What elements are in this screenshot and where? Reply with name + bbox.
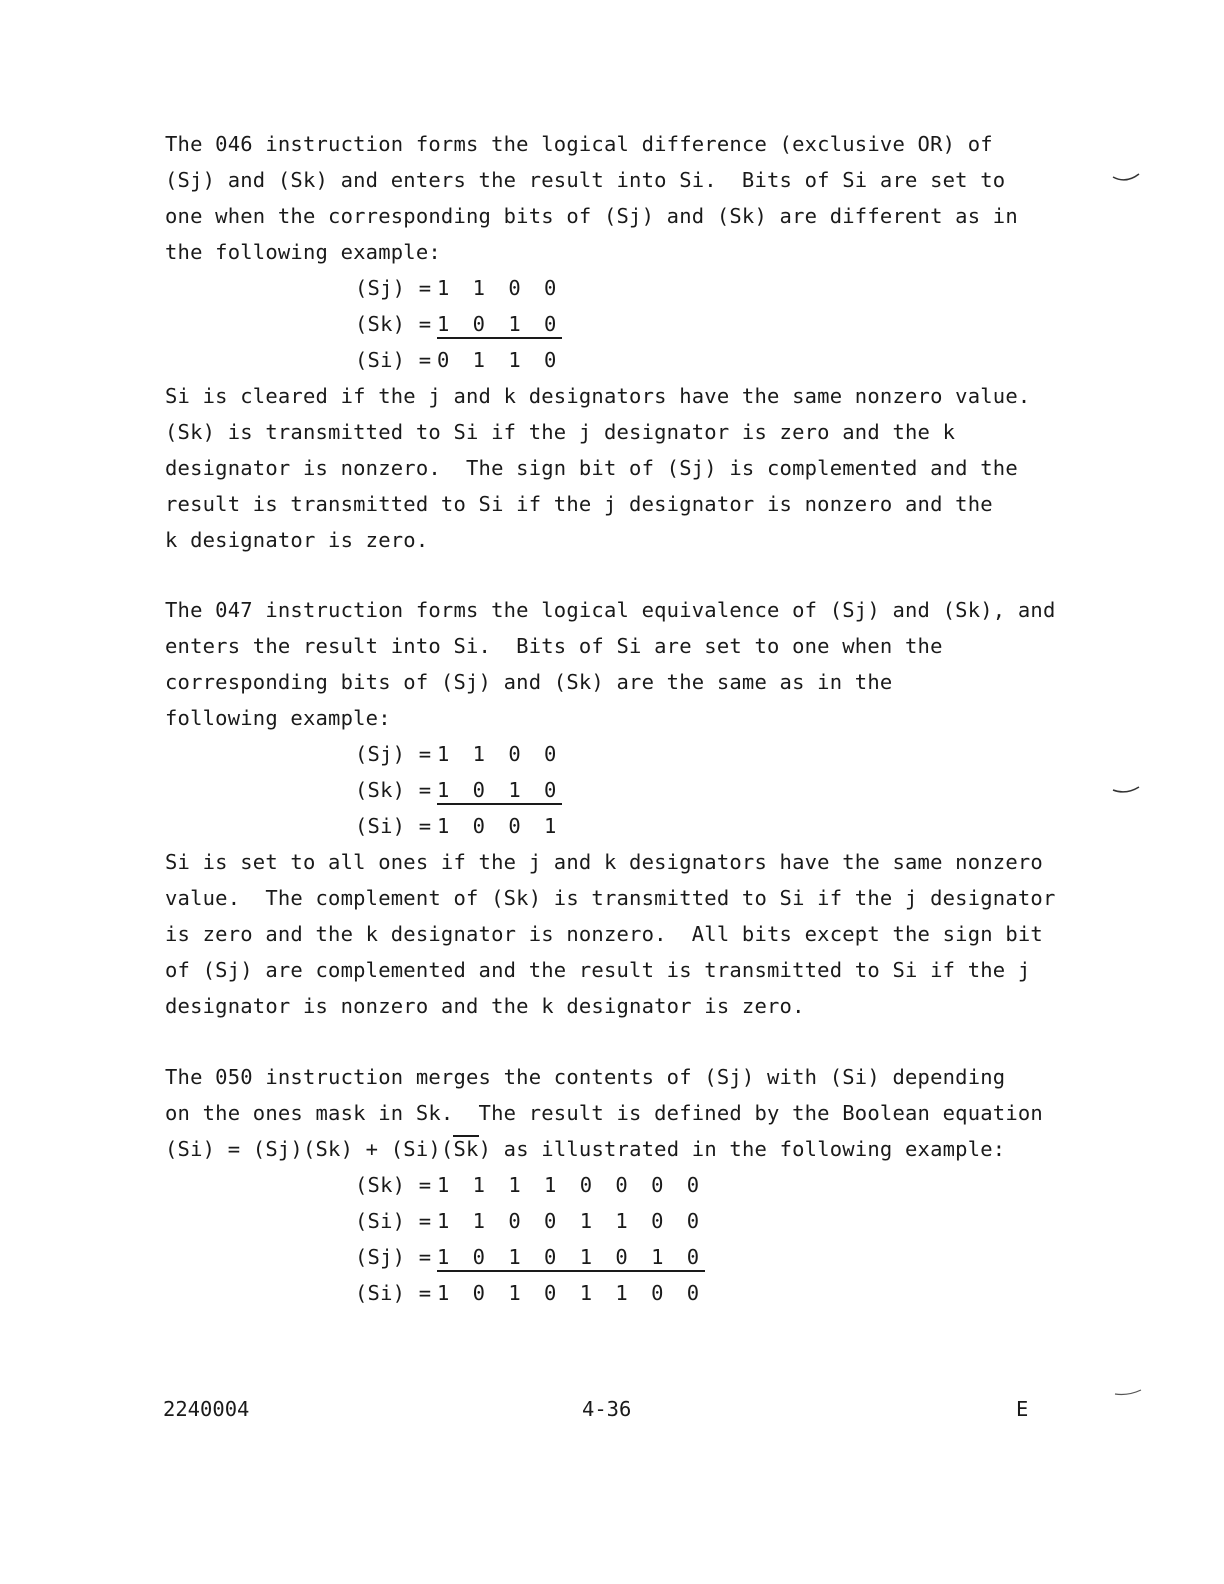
- example-bits: 0 1 1 0: [437, 348, 562, 372]
- section-046: [165, 126, 1031, 558]
- paragraph-line: The 046 instruction forms the logical difference (exclusive OR) of: [165, 132, 993, 156]
- paragraph-line: Si is cleared if the j and k designators have the same nonzero value.: [165, 384, 1031, 408]
- paragraph-line: is zero and the k designator is nonzero. All bits except the sign bit: [165, 922, 1043, 946]
- margin-mark-icon: [1114, 1388, 1142, 1398]
- footer-revision: E: [1016, 1397, 1029, 1421]
- example-bits: 1 1 0 0: [437, 276, 562, 300]
- example-op: =: [418, 1173, 432, 1197]
- example-lhs: (Si): [355, 1281, 406, 1305]
- example-op: =: [418, 742, 432, 766]
- section-047: [165, 592, 1056, 1024]
- paragraph-line: Si is set to all ones if the j and k designators have the same nonzero: [165, 850, 1043, 874]
- example-lhs: (Si): [355, 1209, 406, 1233]
- equation-overlined-term: Sk: [453, 1137, 479, 1161]
- example-bits-underlined: 1 0 1 0: [437, 311, 562, 339]
- example-row: [355, 306, 1025, 342]
- paragraph-line: on the ones mask in Sk. The result is defined by the Boolean equation: [165, 1101, 1043, 1125]
- equation-suffix: ) as illustrated in the following example:: [478, 1137, 1006, 1161]
- example-row: [355, 772, 1025, 808]
- paragraph-line: (Sk) is transmitted to Si if the j designator is zero and the k: [165, 420, 956, 444]
- paragraph-line: The 050 instruction merges the contents of (Sj) with (Si) depending: [165, 1065, 1006, 1089]
- margin-mark-icon: [1112, 785, 1140, 795]
- example-row: [355, 342, 1025, 378]
- example-row: [355, 1203, 1025, 1239]
- margin-mark-icon: [1112, 172, 1140, 182]
- example-row: [355, 808, 1025, 844]
- example-bits: 1 0 1 0 1 1 0 0: [437, 1281, 705, 1305]
- example-op: =: [418, 276, 432, 300]
- example-op: =: [418, 814, 432, 838]
- paragraph-line: result is transmitted to Si if the j designator is nonzero and the: [165, 492, 993, 516]
- footer-page-number: 4-36: [582, 1397, 632, 1421]
- paragraph-line: The 047 instruction forms the logical equivalence of (Sj) and (Sk), and: [165, 598, 1056, 622]
- example-lhs: (Sj): [355, 276, 406, 300]
- example-row: [355, 1239, 1025, 1275]
- equation-prefix: (Si) = (Sj)(Sk) + (Si)(: [165, 1137, 454, 1161]
- example-row: [355, 736, 1025, 772]
- example-row: [355, 1275, 1025, 1311]
- example-lhs: (Sj): [355, 1245, 406, 1269]
- paragraph-line: the following example:: [165, 240, 441, 264]
- paragraph-line: value. The complement of (Sk) is transmitted to Si if the j designator: [165, 886, 1056, 910]
- paragraph-line: following example:: [165, 706, 391, 730]
- example-bits-underlined: 1 0 1 0: [437, 777, 562, 805]
- example-op: =: [418, 1209, 432, 1233]
- example-bits: 1 0 0 1: [437, 814, 562, 838]
- boolean-equation-line: [165, 1131, 1025, 1167]
- example-op: =: [418, 1281, 432, 1305]
- example-row: [355, 270, 1025, 306]
- paragraph-line: of (Sj) are complemented and the result is transmitted to Si if the j: [165, 958, 1031, 982]
- paragraph-line: (Sj) and (Sk) and enters the result into Si. Bits of Si are set to: [165, 168, 1006, 192]
- example-op: =: [418, 778, 432, 802]
- example-lhs: (Si): [355, 348, 406, 372]
- example-op: =: [418, 348, 432, 372]
- paragraph-line: designator is nonzero. The sign bit of (Sj) is complemented and the: [165, 456, 1018, 480]
- example-lhs: (Sk): [355, 312, 406, 336]
- section-050: [165, 1059, 1043, 1311]
- paragraph-line: corresponding bits of (Sj) and (Sk) are the same as in the: [165, 670, 893, 694]
- paragraph-line: designator is nonzero and the k designator is zero.: [165, 994, 805, 1018]
- example-bits: 1 1 0 0: [437, 742, 562, 766]
- example-op: =: [418, 1245, 432, 1269]
- footer-doc-number: 2240004: [163, 1397, 250, 1421]
- example-op: =: [418, 312, 432, 336]
- example-bits: 1 1 0 0 1 1 0 0: [437, 1209, 705, 1233]
- example-bits: 1 1 1 1 0 0 0 0: [437, 1173, 705, 1197]
- paragraph-line: enters the result into Si. Bits of Si are set to one when the: [165, 634, 943, 658]
- example-lhs: (Sj): [355, 742, 406, 766]
- example-lhs: (Si): [355, 814, 406, 838]
- example-row: [355, 1167, 1025, 1203]
- example-lhs: (Sk): [355, 1173, 406, 1197]
- paragraph-line: k designator is zero.: [165, 528, 429, 552]
- paragraph-line: one when the corresponding bits of (Sj) and (Sk) are different as in: [165, 204, 1018, 228]
- example-bits-underlined: 1 0 1 0 1 0 1 0: [437, 1244, 705, 1272]
- example-lhs: (Sk): [355, 778, 406, 802]
